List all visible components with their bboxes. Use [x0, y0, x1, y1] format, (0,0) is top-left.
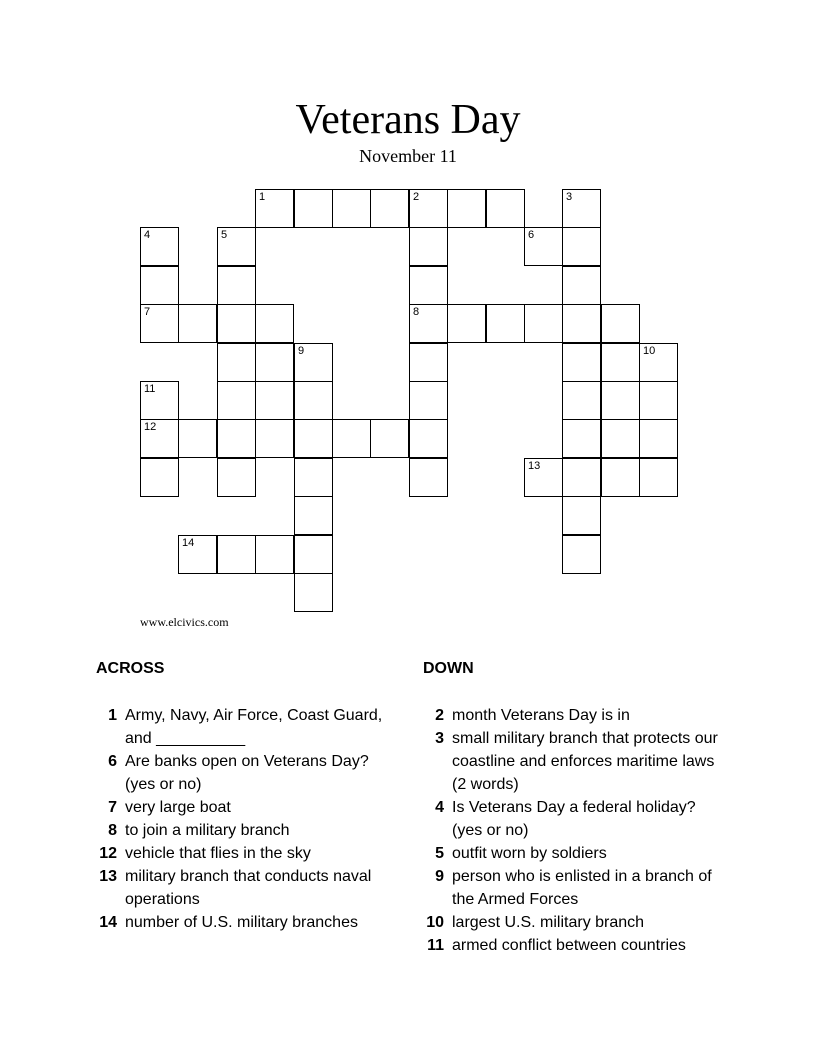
- down-clue: [422, 842, 722, 865]
- clue-text: outfit worn by soldiers: [452, 845, 607, 862]
- grid-cell[interactable]: [294, 419, 333, 458]
- clue-number: 9: [435, 868, 444, 885]
- across-clue: [95, 704, 385, 750]
- grid-cell[interactable]: [255, 535, 294, 574]
- clue-number: 2: [435, 707, 444, 724]
- grid-cell[interactable]: [294, 343, 333, 382]
- grid-cell[interactable]: [178, 535, 217, 574]
- clue-number: 14: [99, 914, 117, 931]
- grid-cell[interactable]: [601, 304, 640, 343]
- grid-cell[interactable]: [639, 419, 678, 458]
- grid-cell[interactable]: [486, 189, 525, 228]
- clue-number: 13: [99, 868, 117, 885]
- clue-text: very large boat: [125, 799, 231, 816]
- grid-cell[interactable]: [447, 189, 486, 228]
- across-heading: ACROSS: [96, 660, 165, 677]
- grid-cell[interactable]: [140, 458, 179, 497]
- grid-cell[interactable]: [217, 266, 256, 305]
- grid-cell[interactable]: [217, 304, 256, 343]
- clue-text: military branch that conducts naval operations: [125, 868, 372, 908]
- clue-text: small military branch that protects our coastline and enforces maritime laws (2 words): [452, 730, 718, 793]
- grid-cell[interactable]: [639, 343, 678, 382]
- clue-number: 8: [108, 822, 117, 839]
- across-clue: [95, 796, 385, 819]
- cell-number: 1: [259, 191, 266, 203]
- grid-cell[interactable]: [332, 189, 371, 228]
- clue-number: 6: [108, 753, 117, 770]
- across-clue: [95, 842, 385, 865]
- puzzle-subtitle: November 11: [359, 146, 457, 166]
- across-clue-list: [95, 704, 385, 934]
- grid-cell[interactable]: [294, 535, 333, 574]
- grid-cell[interactable]: [294, 381, 333, 420]
- grid-cell[interactable]: [255, 304, 294, 343]
- grid-cell[interactable]: [217, 535, 256, 574]
- grid-cell[interactable]: [217, 419, 256, 458]
- across-clue: [95, 750, 385, 796]
- grid-cell[interactable]: [217, 458, 256, 497]
- down-clue: [422, 934, 722, 957]
- down-clue: [422, 865, 722, 911]
- grid-cell[interactable]: [562, 266, 601, 305]
- grid-cell[interactable]: [639, 458, 678, 497]
- grid-cell[interactable]: [255, 381, 294, 420]
- clue-number: 7: [108, 799, 117, 816]
- grid-cell[interactable]: [409, 343, 448, 382]
- grid-cell[interactable]: [562, 343, 601, 382]
- cell-number: 3: [566, 191, 573, 203]
- grid-cell[interactable]: [409, 381, 448, 420]
- across-clue: [95, 819, 385, 842]
- cell-number: 2: [413, 191, 420, 203]
- grid-cell[interactable]: [140, 419, 179, 458]
- clue-text: largest U.S. military branch: [452, 914, 645, 931]
- grid-cell[interactable]: [217, 343, 256, 382]
- grid-cell[interactable]: [524, 458, 563, 497]
- down-clue: [422, 704, 722, 727]
- grid-cell[interactable]: [178, 304, 217, 343]
- down-heading: DOWN: [423, 660, 474, 677]
- grid-cell[interactable]: [294, 573, 333, 612]
- grid-cell[interactable]: [140, 227, 179, 266]
- cell-number: 5: [221, 229, 228, 241]
- grid-cell[interactable]: [562, 304, 601, 343]
- grid-cell[interactable]: [332, 419, 371, 458]
- down-clue-list: [422, 704, 722, 957]
- grid-cell[interactable]: [562, 496, 601, 535]
- clue-text: number of U.S. military branches: [125, 914, 358, 931]
- cell-number: 13: [528, 460, 541, 472]
- across-clue: [95, 911, 385, 934]
- grid-cell[interactable]: [562, 419, 601, 458]
- grid-cell[interactable]: [255, 419, 294, 458]
- cell-number: 4: [144, 229, 151, 241]
- clue-number: 1: [108, 707, 117, 724]
- across-clue: [95, 865, 385, 911]
- grid-cell[interactable]: [409, 458, 448, 497]
- puzzle-title: Veterans Day: [295, 97, 521, 143]
- grid-cell[interactable]: [601, 419, 640, 458]
- grid-cell[interactable]: [601, 381, 640, 420]
- website-credit: www.elcivics.com: [140, 615, 229, 629]
- cell-number: 12: [144, 421, 157, 433]
- grid-cell[interactable]: [562, 381, 601, 420]
- grid-cell[interactable]: [601, 343, 640, 382]
- cell-number: 7: [144, 306, 151, 318]
- grid-cell[interactable]: [486, 304, 525, 343]
- grid-cell[interactable]: [524, 227, 563, 266]
- cell-number: 8: [413, 306, 420, 318]
- clue-number: 5: [435, 845, 444, 862]
- clue-number: 12: [99, 845, 117, 862]
- grid-cell[interactable]: [140, 266, 179, 305]
- clue-text: person who is enlisted in a branch of the Armed Forces: [452, 868, 712, 908]
- grid-cell[interactable]: [178, 419, 217, 458]
- grid-cell[interactable]: [562, 227, 601, 266]
- grid-cell[interactable]: [447, 304, 486, 343]
- clue-text: Are banks open on Veterans Day? (yes or no): [125, 753, 369, 793]
- clue-text: vehicle that flies in the sky: [125, 845, 311, 862]
- clue-text: Army, Navy, Air Force, Coast Guard, and __________: [125, 707, 383, 747]
- cell-number: 10: [643, 345, 656, 357]
- cell-number: 6: [528, 229, 535, 241]
- clue-number: 4: [435, 799, 444, 816]
- clue-text: Is Veterans Day a federal holiday? (yes or no): [452, 799, 696, 839]
- clue-number: 3: [435, 730, 444, 747]
- grid-cell[interactable]: [562, 189, 601, 228]
- grid-cell[interactable]: [562, 458, 601, 497]
- grid-cell[interactable]: [409, 266, 448, 305]
- grid-cell[interactable]: [294, 496, 333, 535]
- grid-cell[interactable]: [639, 381, 678, 420]
- grid-cell[interactable]: [524, 304, 563, 343]
- down-clue: [422, 727, 722, 796]
- down-clue: [422, 796, 722, 842]
- grid-cell[interactable]: [409, 304, 448, 343]
- grid-cell[interactable]: [294, 458, 333, 497]
- grid-cell[interactable]: [409, 419, 448, 458]
- grid-cell[interactable]: [370, 189, 409, 228]
- clue-text: to join a military branch: [125, 822, 290, 839]
- grid-cell[interactable]: [255, 189, 294, 228]
- down-clue: [422, 911, 722, 934]
- clue-text: armed conflict between countries: [452, 937, 686, 954]
- cell-number: 9: [298, 345, 305, 357]
- grid-cell[interactable]: [294, 189, 333, 228]
- grid-cell[interactable]: [370, 419, 409, 458]
- clue-number: 10: [426, 914, 444, 931]
- clue-text: month Veterans Day is in: [452, 707, 630, 724]
- grid-cell[interactable]: [601, 458, 640, 497]
- cell-number: 11: [144, 383, 156, 395]
- grid-cell[interactable]: [409, 189, 448, 228]
- clue-number: 11: [427, 937, 444, 954]
- grid-cell[interactable]: [255, 343, 294, 382]
- grid-cell[interactable]: [140, 381, 179, 420]
- grid-cell[interactable]: [217, 381, 256, 420]
- cell-number: 14: [182, 537, 195, 549]
- grid-cell[interactable]: [217, 227, 256, 266]
- grid-cell[interactable]: [409, 227, 448, 266]
- grid-cell[interactable]: [562, 535, 601, 574]
- grid-cell[interactable]: [140, 304, 179, 343]
